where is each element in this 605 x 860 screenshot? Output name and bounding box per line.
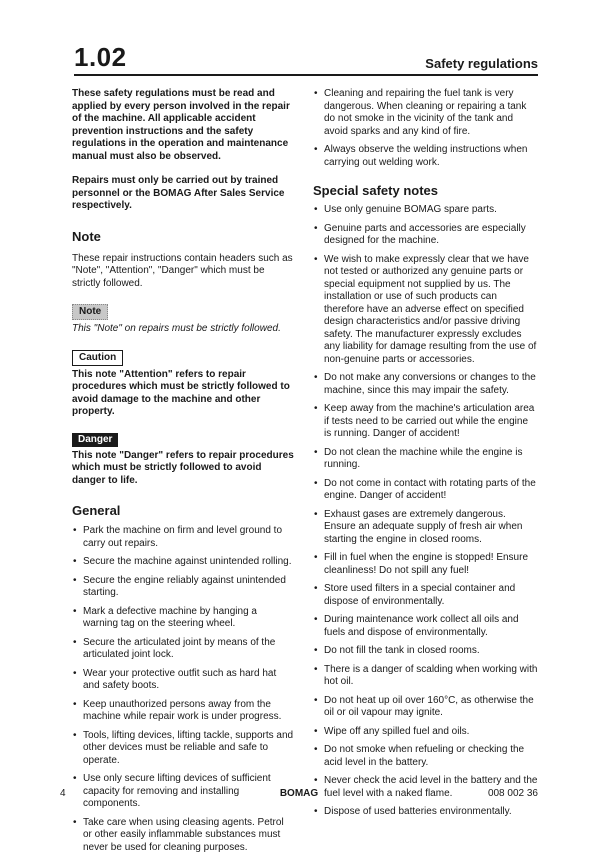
list-item: • Keep unauthorized persons away from the machine while repair work is under progress. bbox=[72, 699, 294, 724]
list-item: • Do not smoke when refueling or checking the acid level in the battery. bbox=[313, 744, 538, 769]
list-item: • There is a danger of scalding when working with hot oil. bbox=[313, 664, 538, 689]
list-item: • Secure the articulated joint by means of the articulated joint lock. bbox=[72, 637, 294, 662]
document-code: 008 002 36 bbox=[487, 788, 538, 799]
caution-text: This note "Attention" refers to repair procedures which must be strictly followed to avoid damage to the machine and other property. bbox=[72, 368, 290, 417]
list-item: • Keep away from the machine's articulation area if tests need to be carried out while the engine is running. Danger of accident! bbox=[313, 403, 538, 441]
repairs-paragraph: Repairs must only be carried out by trained personnel or the BOMAG After Sales Service respectively. bbox=[72, 175, 285, 211]
page-title: Safety regulations bbox=[425, 56, 538, 71]
footer-brand: BOMAG bbox=[279, 788, 319, 799]
list-item: • Do not clean the machine while the engine is running. bbox=[313, 447, 538, 472]
caution-tag: Caution bbox=[72, 350, 123, 366]
list-item: • Do not come in contact with rotating parts of the engine. Danger of accident! bbox=[313, 478, 538, 503]
left-column bbox=[72, 88, 294, 860]
special-heading: Special safety notes bbox=[313, 183, 438, 198]
note-tag: Note bbox=[72, 304, 108, 320]
danger-tag: Danger bbox=[72, 433, 118, 447]
page-number: 4 bbox=[60, 788, 66, 799]
list-item: • Dispose of used batteries environmentally. bbox=[313, 806, 538, 819]
note-heading: Note bbox=[72, 228, 101, 244]
list-item: • Wipe off any spilled fuel and oils. bbox=[313, 726, 538, 739]
list-item: • Secure the machine against unintended rolling. bbox=[72, 556, 294, 569]
list-item: • Fill in fuel when the engine is stopped! Ensure cleanliness! Do not spill any fuel! bbox=[313, 552, 538, 577]
fuel-welding-list bbox=[313, 88, 538, 169]
list-item: • Tools, lifting devices, lifting tackle, supports and other devices must be reliable and safe to operate. bbox=[72, 730, 294, 768]
list-item: • Mark a defective machine by hanging a warning tag on the steering wheel. bbox=[72, 606, 294, 631]
list-item: • Genuine parts and accessories are especially designed for the machine. bbox=[313, 223, 538, 248]
list-item: • Always observe the welding instructions when carrying out welding work. bbox=[313, 144, 538, 169]
note-tag-text: This "Note" on repairs must be strictly followed. bbox=[72, 323, 281, 334]
list-item: • Do not fill the tank in closed rooms. bbox=[313, 645, 538, 658]
general-heading: General bbox=[72, 503, 121, 518]
list-item: • We wish to make expressly clear that we have not tested or authorized any genuine parts or special equipment not supplied by us. The installation or use of such products can therefore have an adverse effect on specified design characteristics and/or passive driving safety. The manufacturer expressly excludes any liability for damage resulting from the use of non-genuine parts or accessories. bbox=[313, 254, 538, 367]
list-item: • Never check the acid level in the battery and the fuel level with a naked flame. bbox=[313, 775, 538, 800]
intro-paragraph: These safety regulations must be read and applied by every person involved in the repair of the machine. All applicable accident prevention instructions and the safety regulations in the operation and maintenance manual must also be observed. bbox=[72, 88, 290, 162]
special-list bbox=[313, 204, 538, 819]
list-item: • Wear your protective outfit such as hard hat and safety boots. bbox=[72, 668, 294, 693]
list-item: • Exhaust gases are extremely dangerous. Ensure an adequate supply of fresh air when starting the engine in closed rooms. bbox=[313, 509, 538, 547]
list-item: • Do not heat up oil over 160°C, as otherwise the oil or oil vapour may ignite. bbox=[313, 695, 538, 720]
list-item: • Use only genuine BOMAG spare parts. bbox=[313, 204, 538, 217]
note-paragraph: These repair instructions contain headers such as "Note", "Attention", "Danger" which must be strictly followed. bbox=[72, 252, 293, 289]
right-column bbox=[313, 88, 538, 825]
page-footer bbox=[60, 788, 538, 804]
danger-text: This note "Danger" refers to repair procedures which must be strictly followed to avoid danger to life. bbox=[72, 449, 294, 486]
general-list bbox=[72, 525, 294, 854]
list-item: • Use only secure lifting devices of sufficient capacity for removing and installing components. bbox=[72, 773, 294, 811]
list-item: • Store used filters in a special container and dispose of environmentally. bbox=[313, 583, 538, 608]
page-header bbox=[74, 40, 538, 76]
list-item: • Secure the engine reliably against unintended starting. bbox=[72, 575, 294, 600]
list-item: • Park the machine on firm and level ground to carry out repairs. bbox=[72, 525, 294, 550]
list-item: • Cleaning and repairing the fuel tank is very dangerous. When cleaning or repairing a tank do not smoke in the vicinity of the tank and avoid sparks and any kind of fire. bbox=[313, 88, 538, 138]
list-item: • During maintenance work collect all oils and fuels and dispose of environmentally. bbox=[313, 614, 538, 639]
list-item: • Do not make any conversions or changes to the machine, since this may impair the safety. bbox=[313, 372, 538, 397]
list-item: • Take care when using cleasing agents. Petrol or other easily inflammable substances must never be used for cleaning purposes. bbox=[72, 817, 294, 855]
section-number: 1.02 bbox=[74, 42, 127, 72]
